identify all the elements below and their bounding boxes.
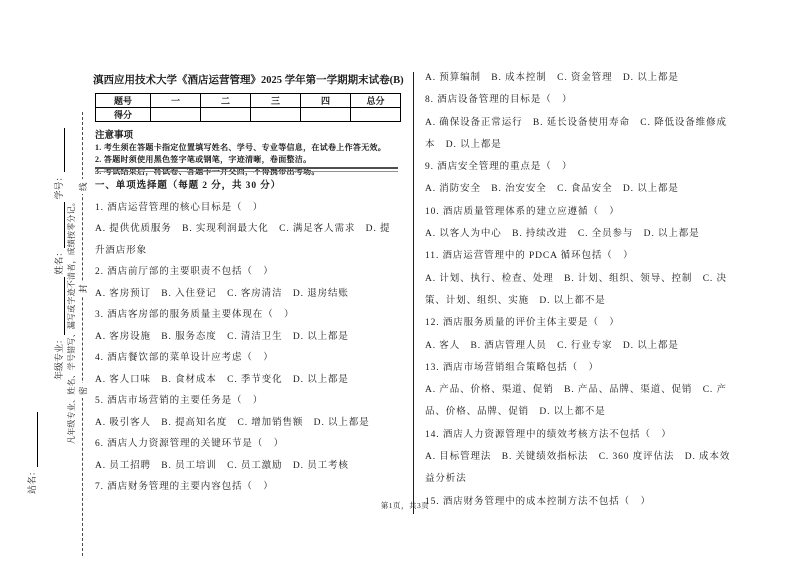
- question-line: 15. 酒店财务管理中的成本控制方法不包括（ ）: [425, 496, 651, 507]
- score-table-col-total: 总分: [351, 94, 401, 108]
- student-name-blank: [55, 202, 65, 248]
- question-line: 12. 酒店服务质量的评价主体主要是（ ）: [425, 318, 620, 329]
- score-cell-total: [351, 108, 401, 122]
- question-line: A. 提供优质服务 B. 实现利润最大化 C. 满足客人需求 D. 提: [95, 224, 391, 234]
- question-line: A. 以客人为中心 B. 持续改进 C. 全员参与 D. 以上都是: [425, 229, 700, 240]
- score-cell: [251, 108, 301, 122]
- question-line: 4. 酒店餐饮部的菜单设计应考虑（ ）: [95, 353, 274, 363]
- left-question-lines: [95, 198, 412, 499]
- question-line: A. 客人 B. 酒店管理人员 C. 行业专家 D. 以上都是: [425, 340, 679, 351]
- seal-margin-fields: [52, 95, 65, 380]
- score-table-col-2: 二: [201, 94, 251, 108]
- question-line: 10. 酒店质量管理体系的建立应遵循（ ）: [425, 206, 620, 217]
- grade-major-blank: [55, 277, 65, 335]
- station-blank: [28, 412, 38, 467]
- question-line: 9. 酒店安全管理的重点是（ ）: [425, 162, 573, 173]
- question-line: A. 计划、执行、检查、处理 B. 计划、组织、领导、控制 C. 决: [425, 273, 727, 284]
- score-row-label: 得分: [96, 108, 151, 122]
- question-line: 11. 酒店运营管理中的 PDCA 循环包括（ ）: [425, 251, 634, 262]
- seal-margin-warning: 凡年级专业、姓名、学号错写、漏写或字迹不清者，成绩按零分记。: [67, 198, 76, 444]
- question-line: 1. 酒店运营管理的核心目标是（ ）: [95, 202, 264, 213]
- student-id-blank: [55, 128, 65, 172]
- station-field: [25, 382, 38, 494]
- question-line: 7. 酒店财务管理的主要内容包括（ ）: [95, 482, 274, 492]
- question-line: A. 客房预订 B. 入住登记 C. 客房清洁 D. 退房结账: [95, 288, 349, 299]
- page-number: 第1页，共3页: [380, 501, 430, 510]
- score-table-header-row: [96, 94, 401, 108]
- score-table-corner: 题号: [96, 94, 151, 108]
- questions-left-column: [95, 176, 412, 499]
- score-table-col-3: 三: [251, 94, 301, 108]
- question-line: A. 目标管理法 B. 关键绩效指标法 C. 360 度评估法 D. 成本效: [425, 452, 731, 463]
- question-line: A. 预算编制 B. 成本控制 C. 资金管理 D. 以上都是: [425, 73, 679, 83]
- seal-char-xian: 线: [77, 179, 89, 194]
- score-table-col-1: 一: [151, 94, 201, 108]
- right-question-lines: [425, 67, 738, 513]
- question-line: 5. 酒店市场营销的主要任务是（ ）: [95, 396, 264, 406]
- score-cell: [201, 108, 251, 122]
- question-line: A. 吸引客人 B. 提高知名度 C. 增加销售额 D. 以上都是: [95, 417, 370, 428]
- section-divider-rule: [95, 167, 398, 172]
- column-divider: [413, 72, 414, 514]
- question-line: A. 消防安全 B. 治安安全 C. 食品安全 D. 以上都是: [425, 184, 679, 195]
- notice-item: 3. 考试结束后，将试卷、答题卡一并交回，不得携带出考场。: [95, 166, 320, 176]
- question-line: A. 客人口味 B. 食材成本 C. 季节变化 D. 以上都是: [95, 374, 349, 385]
- notice-title: 注意事项: [95, 131, 134, 141]
- score-cell: [301, 108, 351, 122]
- question-line: A. 确保设备正常运行 B. 延长设备使用寿命 C. 降低设备维修成: [425, 117, 727, 128]
- question-line: 2. 酒店前厅部的主要职责不包括（ ）: [95, 267, 274, 277]
- notice-item: 2. 答题时须使用黑色签字笔或钢笔，字迹清晰，卷面整洁。: [95, 154, 312, 164]
- notice-item: 1. 考生须在答题卡指定位置填写姓名、学号、专业等信息，在试卷上作答无效。: [95, 143, 387, 152]
- seal-char-mi: 密: [77, 383, 89, 398]
- question-line: 6. 酒店人力资源管理的关键环节是（ ）: [95, 439, 285, 449]
- question-line: 14. 酒店人力资源管理中的绩效考核方法不包括（ ）: [425, 429, 672, 440]
- station-label: 站名：: [27, 466, 37, 494]
- question-line: 升酒店形象: [95, 245, 148, 256]
- notice-items: [95, 142, 405, 177]
- seal-char-feng: 封: [77, 281, 89, 296]
- question-line: 品、价格、品牌、促销 D. 以上都不是: [425, 407, 606, 418]
- question-line: 13. 酒店市场营销组合策略包括（ ）: [425, 362, 599, 373]
- question-line: A. 产品、价格、渠道、促销 B. 产品、品牌、渠道、促销 C. 产: [425, 385, 727, 396]
- questions-right-column: [425, 67, 738, 513]
- section-title: 一、单项选择题（每题 2 分，共 30 分）: [95, 181, 282, 191]
- student-name-label: 姓名：: [54, 247, 64, 275]
- question-line: 本 D. 以上都是: [425, 139, 502, 150]
- question-line: 8. 酒店设备管理的目标是（ ）: [425, 95, 573, 106]
- exam-title: 滇西应用技术大学《酒店运营管理》2025 学年第一学期期末试卷(B): [93, 75, 404, 86]
- student-id-label: 学号：: [54, 172, 64, 200]
- score-table-score-row: [96, 108, 401, 122]
- score-table-col-4: 四: [301, 94, 351, 108]
- score-cell: [151, 108, 201, 122]
- question-line: 策、计划、组织、实施 D. 以上都不是: [425, 295, 606, 306]
- question-line: A. 员工招聘 B. 员工培训 C. 员工激励 D. 员工考核: [95, 460, 349, 471]
- question-line: 3. 酒店客房部的服务质量主要体现在（ ）: [95, 310, 295, 320]
- question-line: A. 客房设施 B. 服务态度 C. 清洁卫生 D. 以上都是: [95, 331, 349, 342]
- score-table: [95, 93, 401, 122]
- question-line: 益分析法: [425, 474, 467, 485]
- grade-major-label: 年级专业：: [54, 334, 64, 380]
